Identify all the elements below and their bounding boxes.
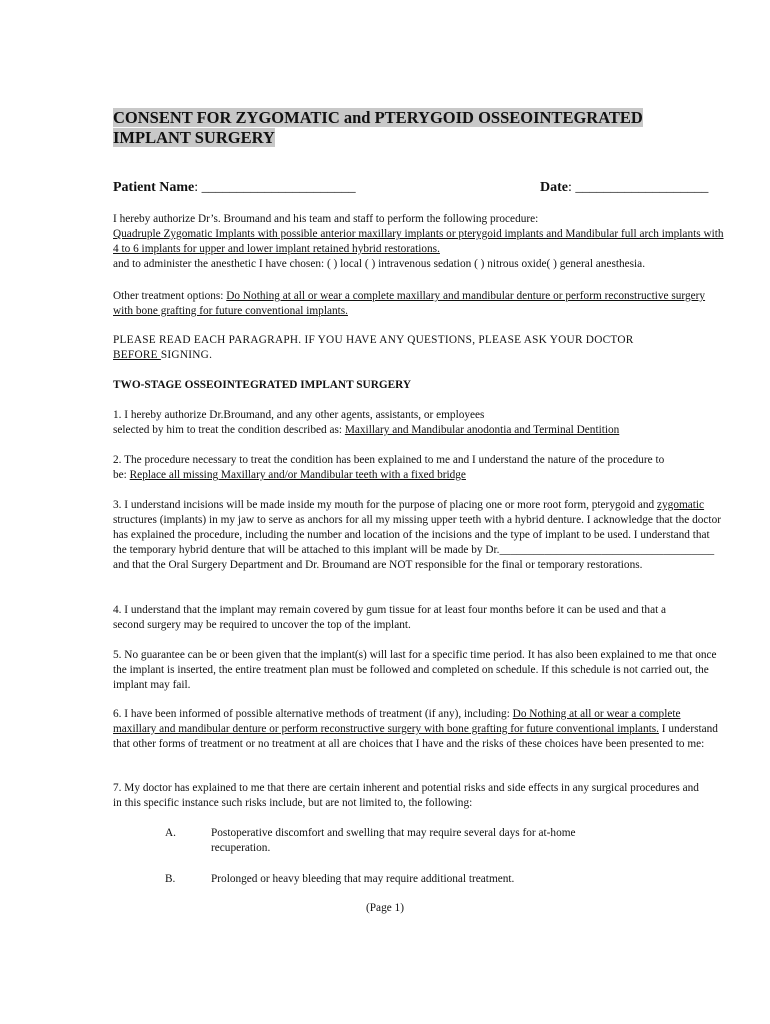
p6-a: 6. I have been informed of possible alternative methods of treatment (if any), including:: [113, 708, 513, 720]
p3-a: 3. I understand incisions will be made inside my mouth for the purpose of placing one or more root form, pterygoid and: [113, 499, 658, 511]
document-title-text: CONSENT FOR ZYGOMATIC and PTERYGOID OSSEOINTEGRATED IMPLANT SURGERY: [113, 108, 643, 147]
patient-name-label: Patient Name: [113, 180, 195, 195]
paragraph-7: 7. My doctor has explained to me that there are certain inherent and potential risks and side effects in any surgical procedures and in this specific instance such risks include, but are not limited to, the following:: [113, 782, 699, 809]
p6-b: I understand that other forms of treatment or no treatment at all are choices that I have and the risks of these choices have been presented to me:: [113, 723, 718, 750]
page-number: (Page 1): [366, 902, 404, 914]
p1-line2: selected by him to treat the condition described as:: [113, 424, 345, 436]
patient-name-blank: : ______________________: [194, 180, 356, 195]
read-notice: [113, 333, 725, 363]
date-label: Date: [540, 180, 568, 195]
risk-a-text: Postoperative discomfort and swelling that may require several days for at-home recuperation.: [211, 827, 576, 854]
risk-a-letter: A.: [165, 827, 176, 839]
risk-b-letter: B.: [165, 873, 176, 885]
authorization-paragraph: [113, 212, 725, 272]
paragraph-4: 4. I understand that the implant may remain covered by gum tissue for at least four months before it can be used and that a second surgery may be required to uncover the top of the implant.: [113, 604, 667, 631]
paragraph-1: [113, 408, 725, 438]
date-field: [540, 180, 708, 196]
procedure-description: Quadruple Zygomatic Implants with possible anterior maxillary implants or pterygoid implants and Mandibular full arch implants with 4 to 6 implants for upper and lower implant retained hybrid restorations.: [113, 228, 724, 255]
other-options-text: Do Nothing at all or wear a complete maxillary and mandibular denture or perform reconstructive surgery with bone grafting for future conventional implants.: [113, 290, 706, 317]
patient-name-field: [113, 180, 356, 196]
read-notice-end: SIGNING.: [160, 349, 213, 361]
risk-b-text: Prolonged or heavy bleeding that may require additional treatment.: [211, 873, 515, 885]
p3-b: structures (implants) in my jaw to serve as anchors for all my missing upper teeth with a hybrid denture. I acknowledge that the doctor has explained the procedure, including the number and location of the incisions and the type of implant to be used. I understand that the temporary hybrid denture that will be attached to this implant will be made by Dr.: [113, 514, 721, 556]
p3-c: and that the Oral Surgery Department and Dr. Broumand are NOT responsible for the final or temporary restorations.: [113, 559, 643, 571]
p3-zygomatic: zygomatic: [657, 499, 705, 511]
authorize-intro: I hereby authorize Dr’s. Broumand and his team and staff to perform the following procedure:: [113, 213, 539, 225]
date-blank: : ___________________: [568, 180, 709, 195]
paragraph-5: 5. No guarantee can be or been given that the implant(s) will last for a specific time period. It has also been explained to me that once the implant is inserted, the entire treatment plan must be followed and completed on schedule. If this schedule is not carried out, the implant may fail.: [113, 649, 717, 691]
document-title: [113, 108, 693, 148]
paragraph-2: [113, 453, 673, 483]
section-heading: TWO-STAGE OSSEOINTEGRATED IMPLANT SURGERY: [113, 379, 412, 391]
p1-condition: Maxillary and Mandibular anodontia and Terminal Dentition: [344, 424, 620, 436]
paragraph-6: [113, 707, 725, 752]
other-options-label: Other treatment options:: [113, 290, 227, 302]
p3-doctor-blank: ______________________________________: [499, 544, 715, 556]
paragraph-3: [113, 498, 725, 573]
read-notice-text: PLEASE READ EACH PARAGRAPH. IF YOU HAVE ANY QUESTIONS, PLEASE ASK YOUR DOCTOR: [113, 334, 634, 346]
anesthetic-choice: and to administer the anesthetic I have chosen: ( ) local ( ) intravenous sedation ( ) nitrous oxide( ) general anesthesia.: [113, 258, 646, 270]
other-options-paragraph: [113, 289, 725, 319]
p1-line1: 1. I hereby authorize Dr.Broumand, and any other agents, assistants, or employees: [113, 409, 485, 421]
read-notice-before: BEFORE: [113, 349, 161, 361]
p6-alternatives: Do Nothing at all or wear a complete maxillary and mandibular denture or perform reconstructive surgery with bone grafting for future conventional implants.: [113, 708, 681, 735]
p2-procedure: Replace all missing Maxillary and/or Mandibular teeth with a fixed bridge: [129, 469, 466, 481]
p2-text: 2. The procedure necessary to treat the condition has been explained to me and I understand the nature of the procedure to be:: [113, 454, 665, 481]
